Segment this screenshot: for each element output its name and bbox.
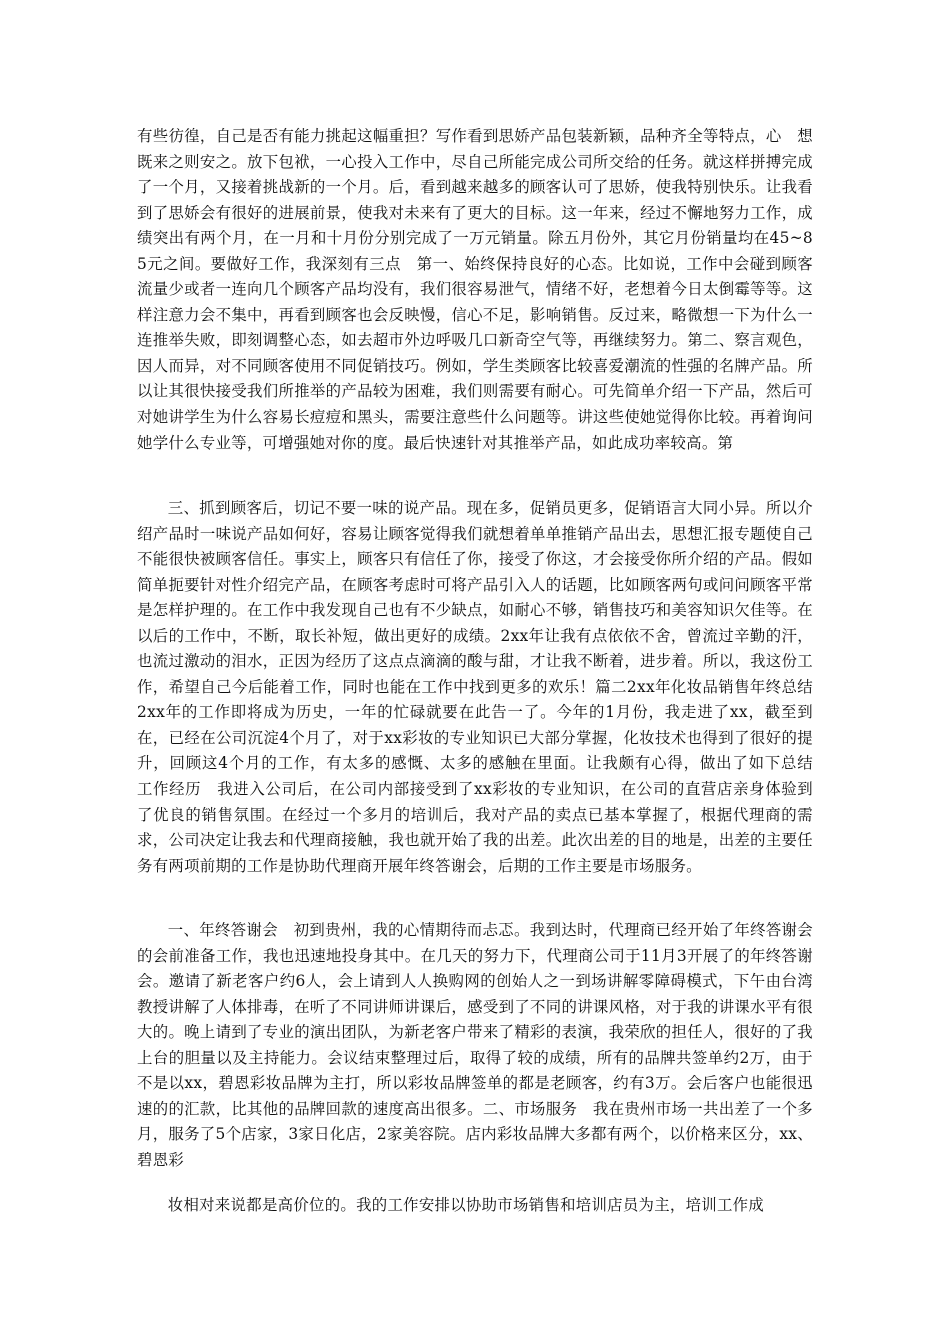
body-paragraph-1: 有些彷徨，自己是否有能力挑起这幅重担？写作看到思娇产品包装新颖，品种齐全等特点，心 想既来之则安之。放下包袱，一心投入工作中，尽自己所能完成公司所交给的任务。就这样拼搏完成了一个月，又接着挑战新的一个月。后，看到越来越多的顾客认可了思娇，使我特别快乐。让我看到了思娇会有很好的进展前景，使我对未来有了更大的目标。这一年来，经过不懈地努力工作，成绩突出有两个月，在一月和十月份分别完成了一万元销量。除五月份外，其它月份销量均在45~85元之间。要做好工作，我深刻有三点 第一、始终保持良好的心态。比如说，工作中会碰到顾客流量少或者一连向几个顾客产品均没有，我们很容易泄气，情绪不好，老想着今日太倒霉等等。这样注意力会不集中，再看到顾客也会反映慢，信心不足，影响销售。反过来，略微想一下为什么一连推举失败，即刻调整心态，如去超市外边呼吸几口新奇空气等，再继续努力。第二、察言观色，因人而异，对不同顾客使用不同促销技巧。例如，学生类顾客比较喜爱潮流的性强的名牌产品。所以让其很快接受我们所推举的产品较为困难，我们则需要有耐心。可先简单介绍一下产品，然后可对她讲学生为什么容易长痘痘和黑头，需要注意些什么问题等。讲这些使她觉得你比较。再着询问她学什么专业等，可增强她对你的度。最后快速针对其推举产品，如此成功率较高。第: [137, 127, 813, 452]
body-paragraph-2: 三、抓到顾客后，切记不要一味的说产品。现在多，促销员更多，促销语言大同小异。所以介绍产品时一味说产品如何好，容易让顾客觉得我们就想着单单推销产品出去，思想汇报专题使自己不能很快被顾客信任。事实上，顾客只有信任了你，接受了你这，才会接受你所介绍的产品。假如简单扼要针对性介绍完产品，在顾客考虑时可将产品引入人的话题，比如顾客两句或问问顾客平常是怎样护理的。在工作中我发现自己也有不少缺点，如耐心不够，销售技巧和美容知识欠佳等。在以后的工作中，不断，取长补短，做出更好的成绩。2xx年让我有点依依不舍，曾流过辛勤的汗，也流过激动的泪水，正因为经历了这点点滴滴的酸与甜，才让我不断着，进步着。所以，我这份工作，希望自己今后能着工作，同时也能在工作中找到更多的欢乐！篇二2xx年化妆品销售年终总结2xx年的工作即将成为历史，一年的忙碌就要在此告一了。今年的1月份，我走进了xx，截至到在，已经在公司沉淀4个月了，对于xx彩妆的专业知识已大部分掌握，化妆技术也得到了很好的提升，回顾这4个月的工作，有太多的感慨、太多的感触在里面。让我颇有心得，做出了如下总结 工作经历 我进入公司后，在公司内部接受到了xx彩妆的专业知识，在公司的直营店亲身体验到了优良的销售氛围。在经过一个多月的培训后，我对产品的卖点已基本掌握了，根据代理商的需求，公司决定让我去和代理商接触，我也就开始了我的出差。此次出差的目的地是，出差的主要任务有两项前期的工作是协助代理商开展年终答谢会，后期的工作主要是市场服务。: [137, 499, 829, 875]
body-paragraph-3: 一、年终答谢会 初到贵州，我的心情期待而忐忑。我到达时，代理商已经开始了年终答谢会的会前准备工作，我也迅速地投身其中。在几天的努力下，代理商公司于11月3开展了的年终答谢会。邀请了新老客户约6人，会上请到人人换购网的创始人之一到场讲解零障碍模式，下午由台湾教授讲解了人体排毒，在听了不同讲师讲课后，感受到了不同的讲课风格，对于我的讲课水平有很大的。晚上请到了专业的演出团队，为新老客户带来了精彩的表演，我荣欣的担任人，很好的了我上台的胆量以及主持能力。会议结束整理过后，取得了较的成绩，所有的品牌共签单约2万，由于不是以xx，碧恩彩妆品牌为主打，所以彩妆品牌签单的都是老顾客，约有3万。会后客户也能很迅速的的汇款，比其他的品牌回款的速度高出很多。二、市场服务 我在贵州市场一共出差了一个多月，服务了5个店家，3家日化店，2家美容院。店内彩妆品牌大多都有两个，以价格来区分，xx、碧恩彩: [137, 921, 813, 1169]
body-paragraph-4: 妆相对来说都是高价位的。我的工作安排以协助市场销售和培训店员为主，培训工作成: [167, 1196, 765, 1214]
